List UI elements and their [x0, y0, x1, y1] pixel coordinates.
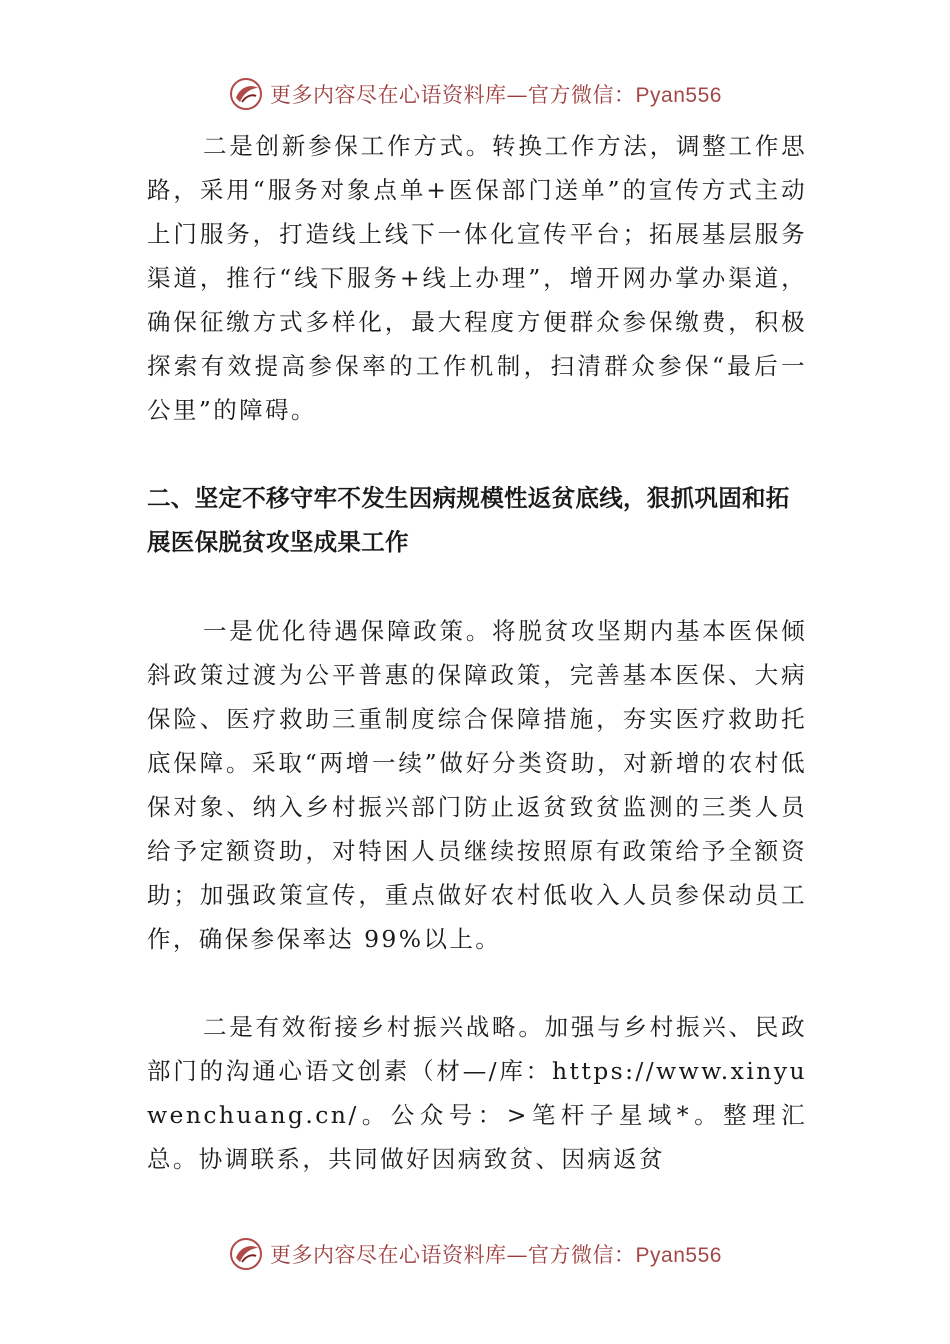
paragraph-gap: [147, 564, 807, 609]
watermark-header: [0, 74, 950, 114]
watermark-wechat-id: Pyan556: [635, 1244, 722, 1267]
paragraph-rural-revitalization: 二是有效衔接乡村振兴战略。加强与乡村振兴、民政部门的沟通心语文创素（材—/库：https://www.xinyuwenchuang.cn/。公众号：>笔杆子星域*。整理汇总。协调联系，共同做好因病致贫、因病返贫: [147, 1013, 807, 1173]
library-logo-icon: [228, 76, 264, 112]
watermark-label: 更多内容尽在心语资料库—官方微信：: [270, 83, 636, 107]
watermark-text: [270, 1239, 722, 1269]
watermark-label: 更多内容尽在心语资料库—官方微信：: [270, 1243, 636, 1267]
paragraph-innovate-enrollment: 二是创新参保工作方式。转换工作方法，调整工作思路，采用“服务对象点单+医保部门送单”的宣传方式主动上门服务，打造线上线下一体化宣传平台；拓展基层服务渠道，推行“线下服务+线上办理”，增开网办掌办渠道，确保征缴方式多样化，最大程度方便群众参保缴费，积极探索有效提高参保率的工作机制，扫清群众参保“最后一公里”的障碍。: [147, 132, 807, 424]
watermark-footer: [0, 1234, 950, 1274]
paragraph-optimize-policy: 一是优化待遇保障政策。将脱贫攻坚期内基本医保倾斜政策过渡为公平普惠的保障政策，完善基本医保、大病保险、医疗救助三重制度综合保障措施，夯实医疗救助托底保障。采取“两增一续”做好分类资助，对新增的农村低保对象、纳入乡村振兴部门防止返贫致贫监测的三类人员给予定额资助，对特困人员继续按照原有政策给予全额资助；加强政策宣传，重点做好农村低收入人员参保动员工作，确保参保率达 99%以上。: [147, 617, 807, 953]
section-heading-2: 二、坚定不移守牢不发生因病规模性返贫底线，狠抓巩固和拓展医保脱贫攻坚成果工作: [147, 484, 790, 556]
paragraph-gap: [147, 961, 807, 1005]
watermark-text: [270, 79, 722, 109]
paragraph-gap: [147, 432, 807, 476]
library-logo-icon: [228, 1236, 264, 1272]
document-body: [147, 124, 807, 1181]
watermark-wechat-id: Pyan556: [635, 84, 722, 107]
